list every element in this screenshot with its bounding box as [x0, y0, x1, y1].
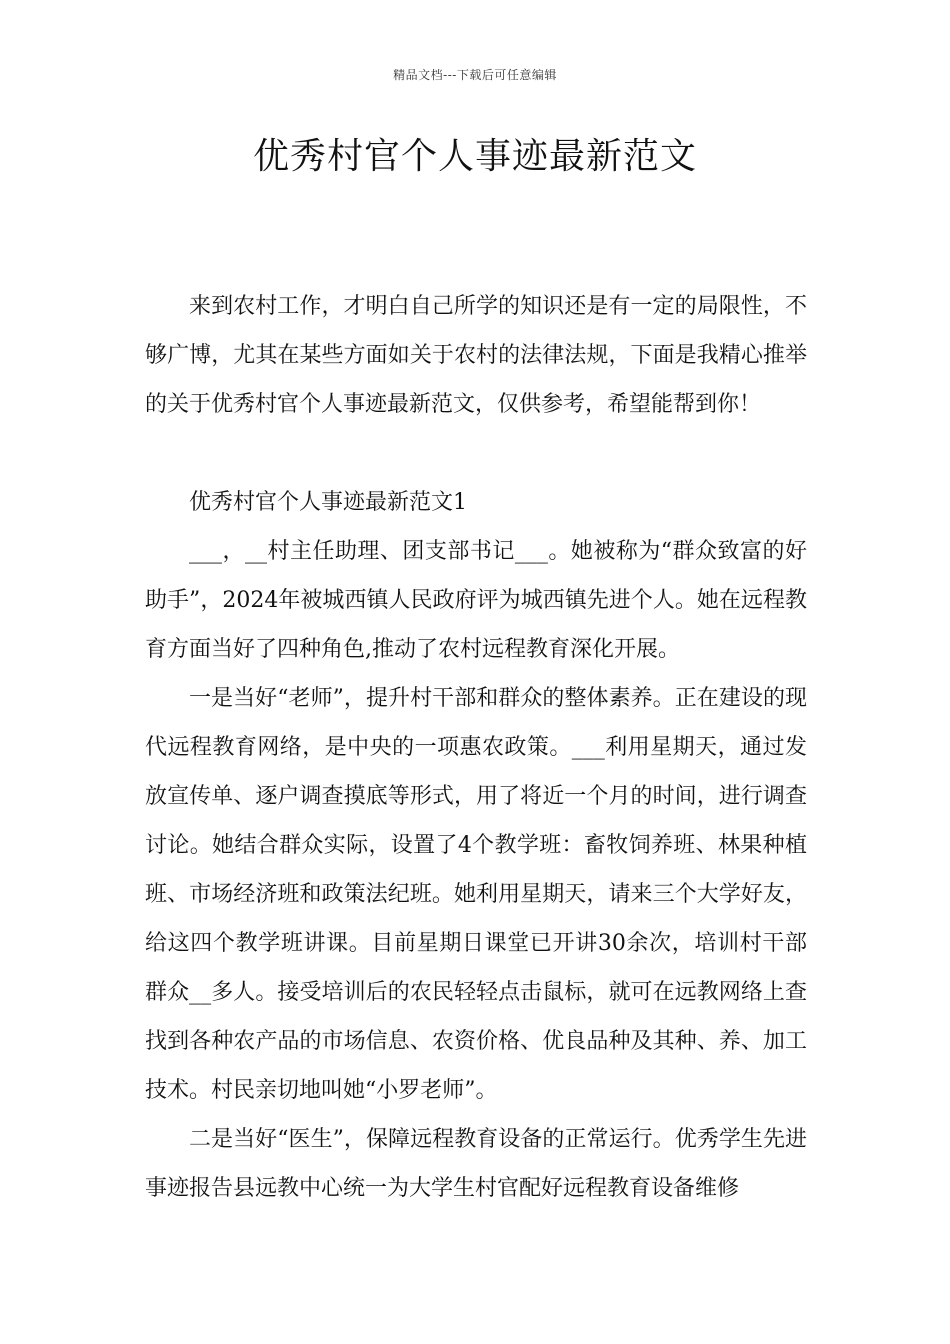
- section-heading: 优秀村官个人事迹最新范文1: [189, 490, 467, 515]
- body-paragraph: ___，__村主任助理、团支部书记___。她被称为“群众致富的好助手”，2024年被城西镇人民政府评为城西镇先进个人。她在远程教育方面当好了四种角色,推动了农村远程教育深化开展。: [145, 539, 807, 662]
- document-body: [145, 282, 807, 1213]
- intro-paragraph: 来到农村工作，才明白自己所学的知识还是有一定的局限性，不够广博，尤其在某些方面如关于农村的法律法规，下面是我精心推举的关于优秀村官个人事迹最新范文，仅供参考，希望能帮到你！: [145, 294, 807, 417]
- body-paragraph: 一是当好“老师”，提升村干部和群众的整体素养。正在建设的现代远程教育网络，是中央的一项惠农政策。___利用星期天，通过发放宣传单、逐户调查摸底等形式，用了将近一个月的时间，进行调查讨论。她结合群众实际，设置了4个教学班：畜牧饲养班、林果种植班、市场经济班和政策法纪班。她利用星期天，请来三个大学好友，给这四个教学班讲课。目前星期日课堂已开讲30余次，培训村干部群众__多人。接受培训后的农民轻轻点击鼠标，就可在远教网络上查找到各种农产品的市场信息、农资价格、优良品种及其种、养、加工技术。村民亲切地叫她“小罗老师”。: [145, 686, 807, 1103]
- body-paragraph: 二是当好“医生”，保障远程教育设备的正常运行。优秀学生先进事迹报告县远教中心统一为大学生村官配好远程教育设备维修: [145, 1127, 807, 1201]
- document-title: 优秀村官个人事迹最新范文: [252, 136, 697, 177]
- header-note: 精品文档---下载后可任意编辑: [393, 68, 557, 82]
